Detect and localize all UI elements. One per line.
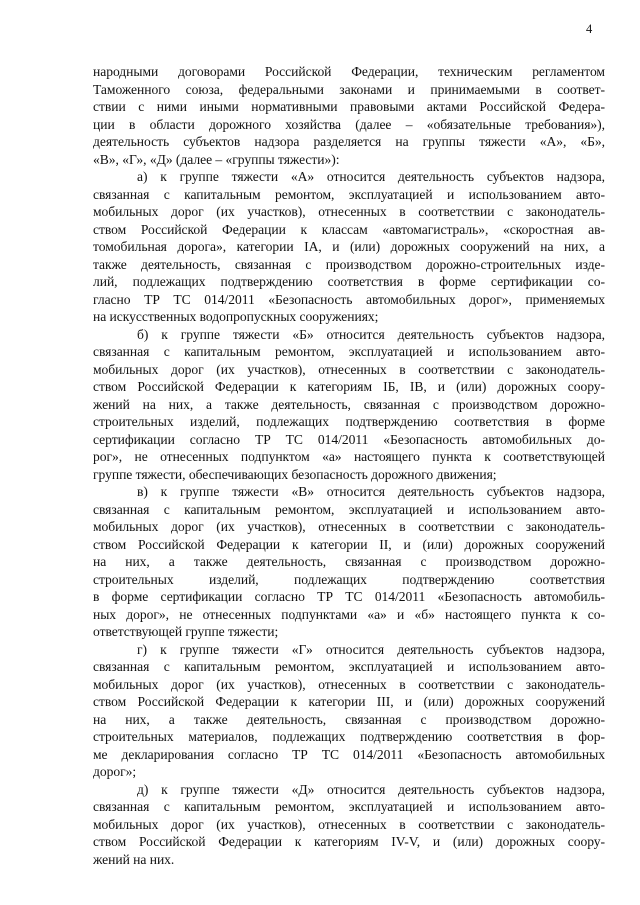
text-line: ствии с ними иными нормативными правовыми актами Российской Федера- xyxy=(93,99,605,114)
text-line: также деятельность, связанная с производством дорожно-строительных изде- xyxy=(93,256,605,272)
text-line: гласно ТР ТС 014/2011 «Безопасность автомобильных дорог», применяемых xyxy=(93,291,605,307)
text-line: мобильных дорог (их участков), отнесенных в соответствии с законодатель- xyxy=(93,676,605,692)
text-line: связанная с капитальным ремонтом, эксплуатацией и использованием авто- xyxy=(93,344,605,359)
text-line: жений на них, а также деятельность, связанная с производством дорожно- xyxy=(93,396,605,412)
document-body xyxy=(93,63,605,868)
text-line: на них, а также деятельность, связанная с производством дорожно- xyxy=(93,711,605,727)
text-line: мобильных дорог (их участков), отнесенных в соответствии с законодатель- xyxy=(93,204,605,219)
text-line: связанная с капитальным ремонтом, эксплуатацией и использованием авто- xyxy=(93,799,605,814)
text-line: ных дорог», не отнесенных подпунктами «а» и «б» настоящего пункта к со- xyxy=(93,606,605,622)
paragraph-first-line: д) к группе тяжести «Д» относится деятельность субъектов надзора, xyxy=(137,781,605,797)
text-line: лий, подлежащих подтверждению соответствия в форме сертификации со- xyxy=(93,274,605,289)
text-line: на них, а также деятельность, связанная с производством дорожно- xyxy=(93,554,605,569)
paragraph-first-line: в) к группе тяжести «В» относится деятельность субъектов надзора, xyxy=(137,484,605,499)
text-line: томобильная дорога», категории IА, и (или) дорожных сооружений на них, а xyxy=(93,239,605,254)
text-line: ством Российской Федерации к категориям IV-V, и (или) дорожных соору- xyxy=(93,834,605,849)
text-line: связанная с капитальным ремонтом, эксплуатацией и использованием авто- xyxy=(93,501,605,517)
text-line: ции в области дорожного хозяйства (далее – «обязательные требования»), xyxy=(93,116,605,132)
text-line: ответствующей группе тяжести; xyxy=(93,624,279,639)
text-line: жений на них. xyxy=(93,851,175,867)
text-line: в форме сертификации согласно ТР ТС 014/2011 «Безопасность автомобиль- xyxy=(93,589,605,604)
text-line: сертификации согласно ТР ТС 014/2011 «Безопасность автомобильных до- xyxy=(93,431,605,447)
text-line: мобильных дорог (их участков), отнесенных в соответствии с законодатель- xyxy=(93,361,605,377)
paragraph-first-line: г) к группе тяжести «Г» относится деятельность субъектов надзора, xyxy=(137,641,605,657)
text-line: ством Российской Федерации к категории III, и (или) дорожных сооружений xyxy=(93,694,605,709)
text-line: строительных изделий, подлежащих подтверждению соответствия xyxy=(93,571,605,587)
text-line: строительных изделий, подлежащих подтверждению соответствия в форме xyxy=(93,414,605,429)
text-line: рог», не отнесенных подпунктом «а» настоящего пункта к соответствующей xyxy=(93,449,605,464)
text-line: деятельность субъектов надзора разделяется на группы тяжести «А», «Б», xyxy=(93,134,605,149)
text-line: дорог»; xyxy=(93,764,137,779)
text-line: ством Российской Федерации к классам «автомагистраль», «скоростная ав- xyxy=(93,221,605,237)
text-line: ме декларирования согласно ТР ТС 014/2011 «Безопасность автомобильных xyxy=(93,746,605,762)
text-line: ством Российской Федерации к категории II, и (или) дорожных сооружений xyxy=(93,536,605,552)
text-line: на искусственных водопропускных сооружениях; xyxy=(93,309,379,324)
text-line: мобильных дорог (их участков), отнесенных в соответствии с законодатель- xyxy=(93,519,605,534)
page-number: 4 xyxy=(586,22,593,36)
text-line: связанная с капитальным ремонтом, эксплуатацией и использованием авто- xyxy=(93,186,605,202)
text-line: «В», «Г», «Д» (далее – «группы тяжести»): xyxy=(93,151,340,167)
text-line: народными договорами Российской Федерации, техническим регламентом xyxy=(93,64,605,79)
text-line: ством Российской Федерации к категориям IБ, IВ, и (или) дорожных соору- xyxy=(93,379,605,394)
text-line: строительных материалов, подлежащих подтверждению соответствия в фор- xyxy=(93,729,605,744)
text-line: мобильных дорог (их участков), отнесенных в соответствии с законодатель- xyxy=(93,816,605,832)
paragraph-first-line: а) к группе тяжести «А» относится деятельность субъектов надзора, xyxy=(137,169,605,184)
paragraph-first-line: б) к группе тяжести «Б» относится деятельность субъектов надзора, xyxy=(137,326,605,342)
text-line: связанная с капитальным ремонтом, эксплуатацией и использованием авто- xyxy=(93,659,605,674)
text-line: группе тяжести, обеспечивающих безопасность дорожного движения; xyxy=(93,466,497,482)
text-line: Таможенного союза, федеральными законами и принимаемыми в соответ- xyxy=(93,81,605,97)
